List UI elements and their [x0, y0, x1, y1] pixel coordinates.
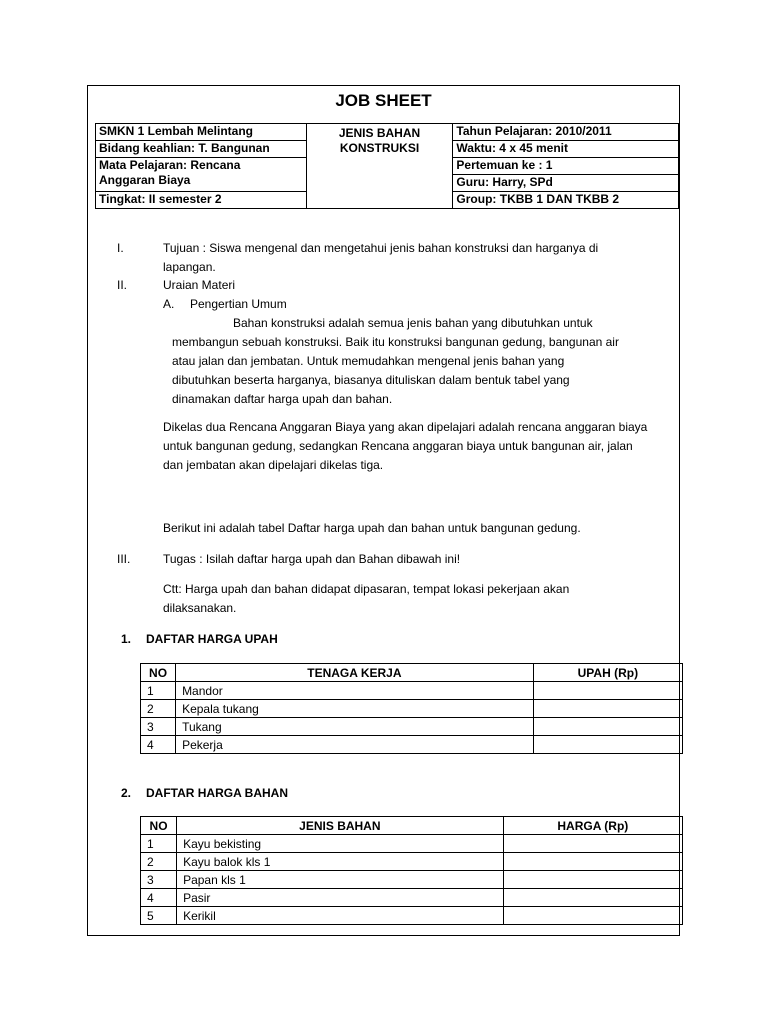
- upah-table: [140, 663, 683, 754]
- upah-number: 1.: [121, 632, 132, 646]
- teacher: Guru: Harry, SPd: [453, 175, 679, 192]
- page-title: JOB SHEET: [335, 91, 432, 110]
- bahan-col-no: NO: [141, 817, 177, 835]
- material-name: Kayu bekisting: [177, 835, 504, 853]
- subject-line-1: Mata Pelajaran: Rencana: [99, 158, 241, 172]
- row-number: 4: [141, 889, 177, 907]
- definition-line-3: atau jalan dan jembatan. Untuk memudahkan mengenal jenis bahan yang: [172, 354, 565, 368]
- field-of-expertise: Bidang keahlian: T. Bangunan: [96, 141, 307, 158]
- row-number: 5: [141, 907, 177, 925]
- row-number: 4: [141, 736, 176, 754]
- paragraph-table-intro: Berikut ini adalah tabel Daftar harga upah dan bahan untuk bangunan gedung.: [163, 521, 581, 535]
- labor-name: Mandor: [176, 682, 534, 700]
- row-number: 3: [141, 871, 177, 889]
- table-row: [141, 736, 683, 754]
- row-number: 1: [141, 682, 176, 700]
- upah-header-row: [141, 664, 683, 682]
- subsection-a-number: A.: [163, 297, 175, 311]
- table-row: [141, 907, 683, 925]
- bahan-title: DAFTAR HARGA BAHAN: [146, 786, 288, 800]
- duration: Waktu: 4 x 45 menit: [453, 141, 679, 158]
- bahan-table: [140, 816, 683, 925]
- row-number: 2: [141, 700, 176, 718]
- note-line-1: Ctt: Harga upah dan bahan didapat dipasaran, tempat lokasi pekerjaan akan: [163, 582, 570, 596]
- table-row: [141, 682, 683, 700]
- subject-cell: [96, 158, 307, 192]
- header-table: [95, 123, 679, 209]
- wage-value[interactable]: [533, 682, 682, 700]
- school-name: SMKN 1 Lembah Melintang: [96, 124, 307, 141]
- section-ii-number: II.: [117, 278, 128, 292]
- objective-line-1: Tujuan : Siswa mengenal dan mengetahui jenis bahan konstruksi dan harganya di: [163, 241, 599, 255]
- upah-title: DAFTAR HARGA UPAH: [146, 632, 278, 646]
- definition-line-4: dibutuhkan beserta harganya, biasanya dituliskan dalam bentuk tabel yang: [172, 373, 570, 387]
- labor-name: Tukang: [176, 718, 534, 736]
- note-line-2: dilaksanakan.: [163, 601, 237, 615]
- row-number: 3: [141, 718, 176, 736]
- row-number: 1: [141, 835, 177, 853]
- objective-line-2: lapangan.: [163, 260, 216, 274]
- section-i-number: I.: [117, 241, 124, 255]
- topic-line-2: KONSTRUKSI: [339, 141, 420, 155]
- material-name: Kayu balok kls 1: [177, 853, 504, 871]
- section-iii-number: III.: [117, 552, 131, 566]
- wage-value[interactable]: [533, 718, 682, 736]
- material-name: Kerikil: [177, 907, 504, 925]
- upah-col-no: NO: [141, 664, 176, 682]
- table-row: [141, 871, 683, 889]
- material-name: Papan kls 1: [177, 871, 504, 889]
- meeting-number: Pertemuan ke : 1: [453, 158, 679, 175]
- price-value[interactable]: [503, 835, 682, 853]
- upah-col-value: UPAH (Rp): [533, 664, 682, 682]
- definition-line-2: membangun sebuah konstruksi. Baik itu konstruksi bangunan gedung, bangunan air: [172, 335, 619, 349]
- paragraph-definition: [172, 314, 672, 409]
- table-row: [141, 700, 683, 718]
- bahan-col-name: JENIS BAHAN: [177, 817, 504, 835]
- scope-line-3: dan jembatan akan dipelajari dikelas tiga.: [163, 458, 384, 472]
- price-value[interactable]: [503, 853, 682, 871]
- table-row: [141, 853, 683, 871]
- job-sheet-frame: [87, 85, 680, 936]
- bahan-header-row: [141, 817, 683, 835]
- topic-cell: [306, 124, 453, 209]
- labor-name: Pekerja: [176, 736, 534, 754]
- section-ii-title: Uraian Materi: [163, 278, 236, 292]
- academic-year: Tahun Pelajaran: 2010/2011: [453, 124, 679, 141]
- table-row: [141, 718, 683, 736]
- definition-line-1: Bahan konstruksi adalah semua jenis bahan yang dibutuhkan untuk: [233, 316, 593, 330]
- wage-value[interactable]: [533, 736, 682, 754]
- scope-line-2: untuk bangunan gedung, sedangkan Rencana anggaran biaya untuk bangunan air, jalan: [163, 439, 633, 453]
- subsection-a-title: Pengertian Umum: [190, 297, 287, 311]
- price-value[interactable]: [503, 907, 682, 925]
- material-name: Pasir: [177, 889, 504, 907]
- paragraph-class-scope: [163, 418, 675, 475]
- table-row: [141, 889, 683, 907]
- definition-line-5: dinamakan daftar harga upah dan bahan.: [172, 392, 393, 406]
- upah-col-name: TENAGA KERJA: [176, 664, 534, 682]
- wage-value[interactable]: [533, 700, 682, 718]
- group: Group: TKBB 1 DAN TKBB 2: [453, 192, 679, 209]
- bahan-number: 2.: [121, 786, 132, 800]
- section-iii-title: Tugas : Isilah daftar harga upah dan Bahan dibawah ini!: [163, 552, 461, 566]
- row-number: 2: [141, 853, 177, 871]
- level-semester: Tingkat: II semester 2: [96, 192, 307, 209]
- topic-line-1: JENIS BAHAN: [338, 126, 421, 140]
- price-value[interactable]: [503, 889, 682, 907]
- note: [163, 580, 673, 618]
- scope-line-1: Dikelas dua Rencana Anggaran Biaya yang akan dipelajari adalah rencana anggaran biaya: [163, 420, 648, 434]
- bahan-col-value: HARGA (Rp): [503, 817, 682, 835]
- subject-line-2: Anggaran Biaya: [99, 173, 191, 187]
- section-i-text: [163, 239, 673, 277]
- labor-name: Kepala tukang: [176, 700, 534, 718]
- table-row: [141, 835, 683, 853]
- price-value[interactable]: [503, 871, 682, 889]
